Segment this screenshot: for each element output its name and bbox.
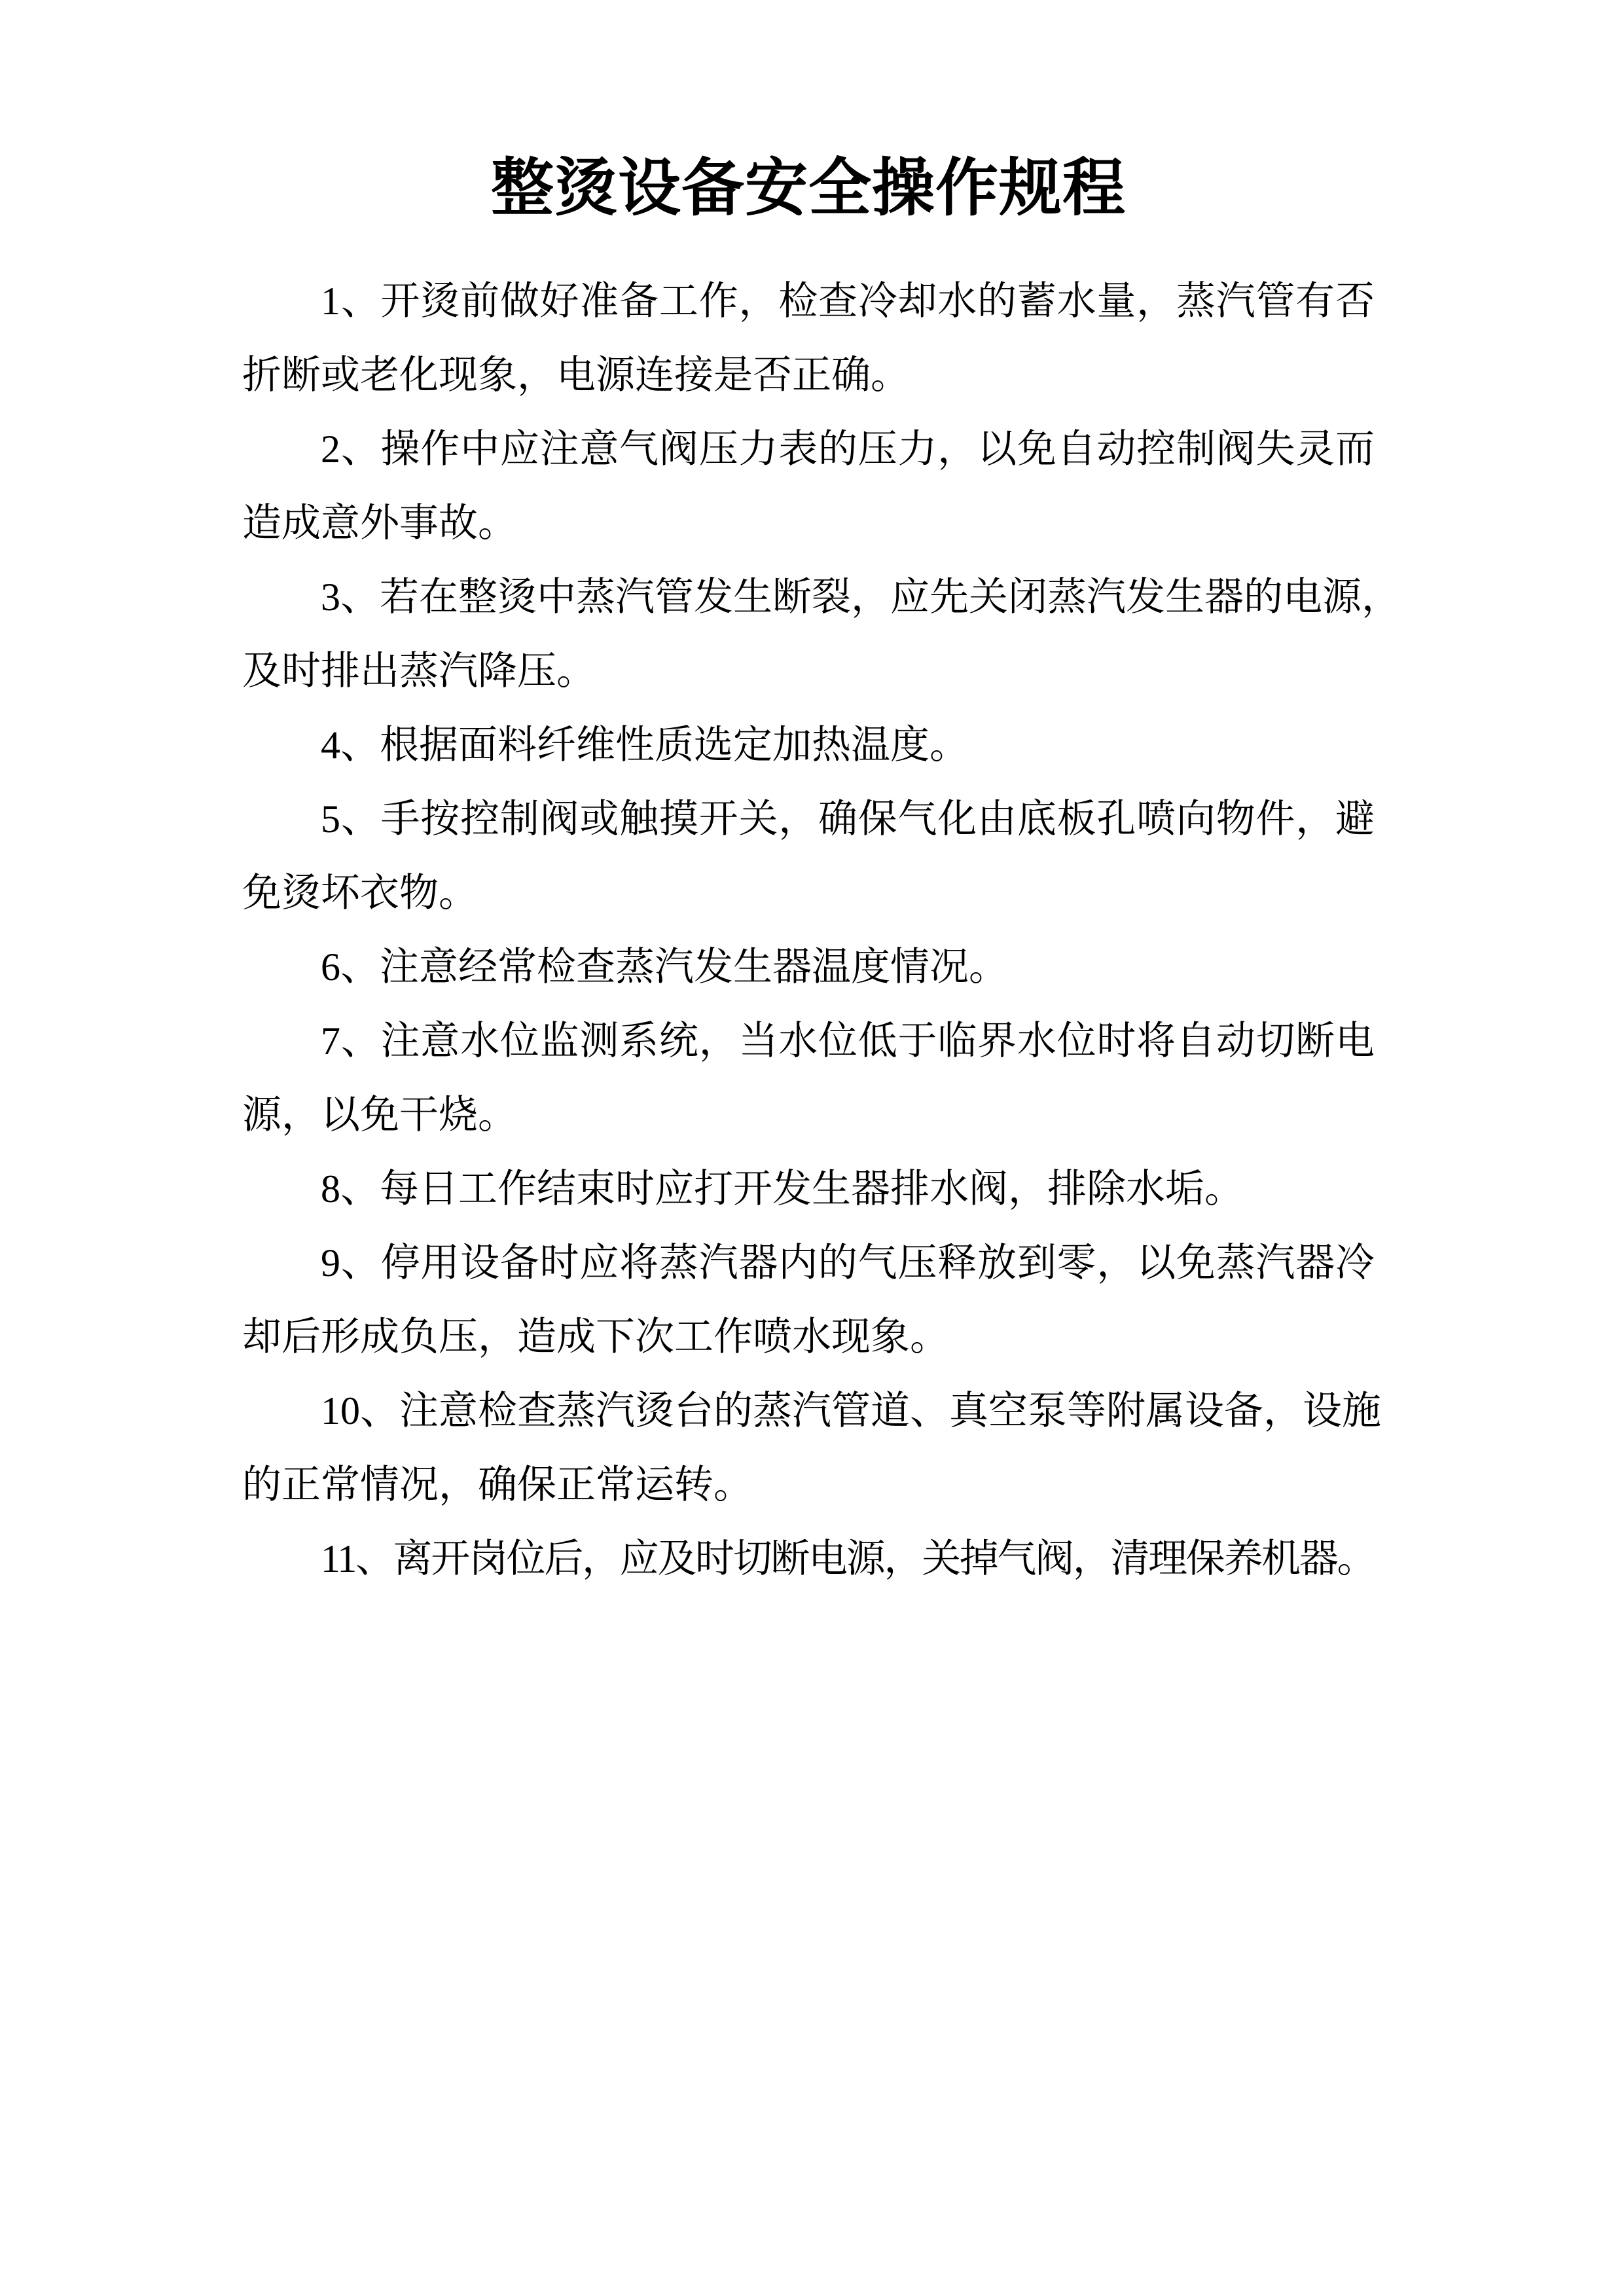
item-10-line-2: 的正常情况，确保正常运转。 <box>242 1463 753 1506</box>
item-5-line-2: 免烫坏衣物。 <box>242 871 478 915</box>
item-6-line-1: 6、注意经常检查蒸汽发生器温度情况。 <box>321 945 1008 989</box>
item-1-line-2: 折断或老化现象，电源连接是否正确。 <box>242 354 910 397</box>
item-9-line-1: 9、停用设备时应将蒸汽器内的气压释放到零，以免蒸汽器冷 <box>321 1241 1375 1285</box>
item-2-line-2: 造成意外事故。 <box>242 501 517 545</box>
document-title: 整烫设备安全操作规程 <box>491 153 1126 223</box>
item-9-line-2: 却后形成负压，造成下次工作喷水现象。 <box>242 1315 949 1358</box>
item-1-line-1: 1、开烫前做好准备工作，检查冷却水的蓄水量，蒸汽管有否 <box>321 280 1375 323</box>
item-3-line-1: 3、若在整烫中蒸汽管发生断裂，应先关闭蒸汽发生器的电源， <box>321 575 1401 619</box>
item-5-line-1: 5、手按控制阀或触摸开关，确保气化由底板孔喷向物件，避 <box>321 797 1375 841</box>
document-content <box>242 0 1401 1596</box>
item-3-line-2: 及时排出蒸汽降压。 <box>242 649 596 693</box>
item-4-line-1: 4、根据面料纤维性质选定加热温度。 <box>321 723 969 767</box>
item-10-line-1: 10、注意检查蒸汽烫台的蒸汽管道、真空泵等附属设备，设施 <box>321 1389 1381 1432</box>
item-7-line-2: 源，以免干烧。 <box>242 1093 517 1137</box>
item-2-line-1: 2、操作中应注意气阀压力表的压力，以免自动控制阀失灵而 <box>321 428 1375 471</box>
item-8-line-1: 8、每日工作结束时应打开发生器排水阀，排除水垢。 <box>321 1167 1244 1211</box>
document-body <box>242 264 1401 1596</box>
item-7-line-1: 7、注意水位监测系统，当水位低于临界水位时将自动切断电 <box>321 1019 1375 1063</box>
item-11-line-1: 11、离开岗位后，应及时切断电源，关掉气阀，清理保养机器。 <box>321 1537 1375 1580</box>
